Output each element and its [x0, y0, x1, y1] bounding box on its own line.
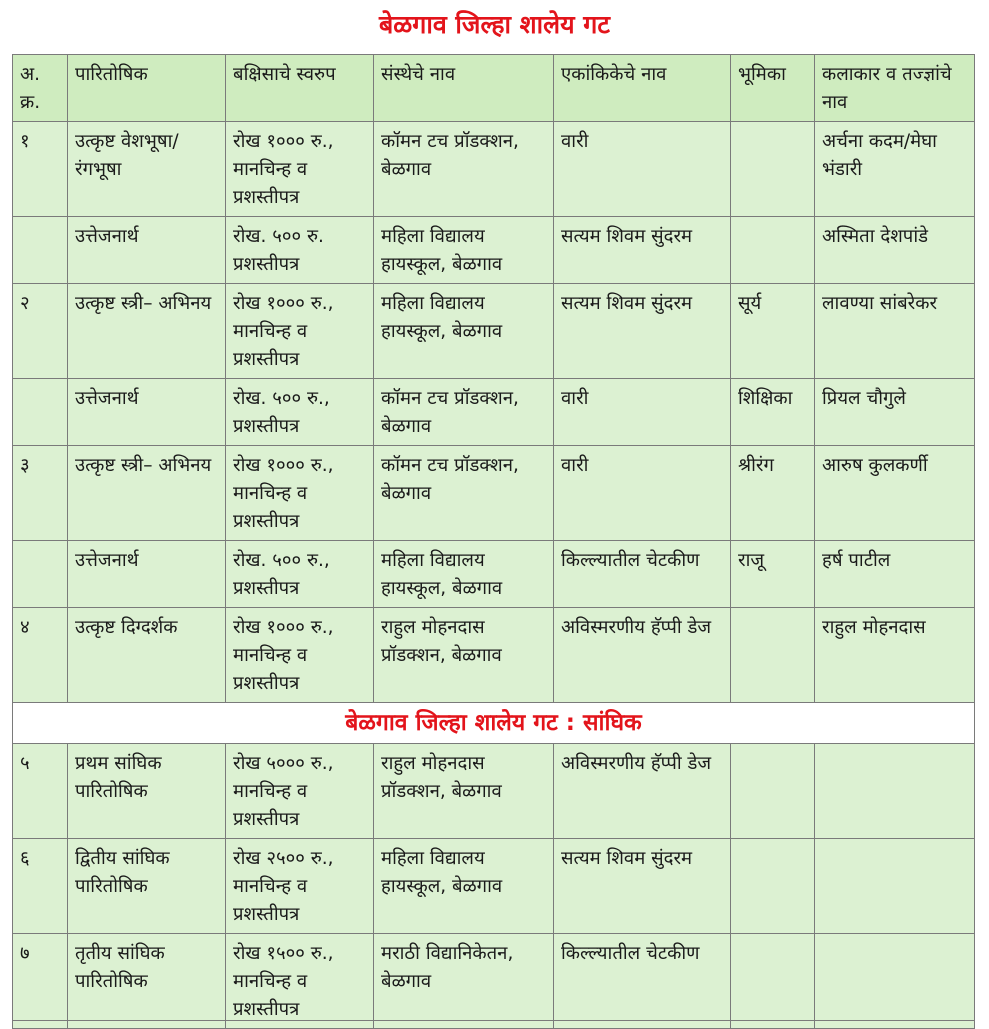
table-cell: आरुष कुलकर्णी [815, 446, 975, 541]
table-cell: किल्ल्यातील चेटकीण [554, 541, 731, 608]
table-cell: रोख १००० रु., मानचिन्ह व प्रशस्तीपत्र [226, 122, 374, 217]
awards-table [12, 54, 975, 1029]
header-cell: बक्षिसाचे स्वरुप [226, 55, 374, 122]
table-cell: रोख. ५०० रु. प्रशस्तीपत्र [226, 217, 374, 284]
table-cell: रोख २५०० रु., मानचिन्ह व प्रशस्तीपत्र [226, 839, 374, 934]
table-cell: रोख. ५०० रु., प्रशस्तीपत्र [226, 379, 374, 446]
table-cell [731, 934, 815, 1029]
table-cell: द्वितीय सांघिक पारितोषिक [68, 839, 226, 934]
table-cell: राजू [731, 541, 815, 608]
table-cell [731, 122, 815, 217]
table-cell: रोख १५०० रु., मानचिन्ह व प्रशस्तीपत्र [226, 934, 374, 1029]
table-row [13, 839, 975, 934]
table-cell: वारी [554, 446, 731, 541]
table-cell: रोख १००० रु., मानचिन्ह व प्रशस्तीपत्र [226, 608, 374, 703]
section-header-row [13, 703, 975, 744]
table-cell: रोख. ५०० रु., प्रशस्तीपत्र [226, 541, 374, 608]
table-cell: कॉमन टच प्रॉडक्शन, बेळगाव [374, 379, 554, 446]
table-cell: सत्यम शिवम सुंदरम [554, 839, 731, 934]
table-cell: उत्तेजनार्थ [68, 217, 226, 284]
header-cell: अ. क्र. [13, 55, 68, 122]
table-row [13, 934, 975, 1029]
table-cell [815, 744, 975, 839]
table-cell: उत्कृष्ट दिग्दर्शक [68, 608, 226, 703]
table-cell: कॉमन टच प्रॉडक्शन, बेळगाव [374, 446, 554, 541]
table-cell: ६ [13, 839, 68, 934]
table-cell [731, 744, 815, 839]
table-cell: सत्यम शिवम सुंदरम [554, 217, 731, 284]
table-cell: वारी [554, 122, 731, 217]
table-row [13, 122, 975, 217]
table-cell: रोख ५००० रु., मानचिन्ह व प्रशस्तीपत्र [226, 744, 374, 839]
table-cell: अविस्मरणीय हॅप्पी डेज [554, 744, 731, 839]
table-cell: उत्कृष्ट वेशभूषा/ रंगभूषा [68, 122, 226, 217]
table-cell: लावण्या सांबरेकर [815, 284, 975, 379]
table-cell [13, 379, 68, 446]
table-cell: प्रियल चौगुले [815, 379, 975, 446]
table-cell: प्रथम सांघिक पारितोषिक [68, 744, 226, 839]
table-cell [731, 608, 815, 703]
table-cell: महिला विद्यालय हायस्कूल, बेळगाव [374, 541, 554, 608]
table-cell: २ [13, 284, 68, 379]
table-cell: रोख १००० रु., मानचिन्ह व प्रशस्तीपत्र [226, 284, 374, 379]
header-cell: कलाकार व तज्ज्ञांचे नाव [815, 55, 975, 122]
table-cell: महिला विद्यालय हायस्कूल, बेळगाव [374, 284, 554, 379]
table-cell: राहुल मोहनदास [815, 608, 975, 703]
table-row [13, 217, 975, 284]
table-cell: उत्तेजनार्थ [68, 379, 226, 446]
table-cell: ५ [13, 744, 68, 839]
table-cell: अस्मिता देशपांडे [815, 217, 975, 284]
table-cell: उत्तेजनार्थ [68, 541, 226, 608]
table-cell: ७ [13, 934, 68, 1029]
table-cell: राहुल मोहनदास प्रॉडक्शन, बेळगाव [374, 744, 554, 839]
table-cell: उत्कृष्ट स्त्री– अभिनय [68, 446, 226, 541]
table-cell: महिला विद्यालय हायस्कूल, बेळगाव [374, 217, 554, 284]
table-cell: किल्ल्यातील चेटकीण [554, 934, 731, 1029]
table-cell: तृतीय सांघिक पारितोषिक [68, 934, 226, 1029]
table-row [13, 446, 975, 541]
table-cell: ४ [13, 608, 68, 703]
table-row [13, 744, 975, 839]
table-cell: सूर्य [731, 284, 815, 379]
table-cell: शिक्षिका [731, 379, 815, 446]
table-cell: ३ [13, 446, 68, 541]
table-cell [13, 217, 68, 284]
table-cell [731, 839, 815, 934]
table-header-row [13, 55, 975, 122]
table-cell: १ [13, 122, 68, 217]
table-cell: रोख १००० रु., मानचिन्ह व प्रशस्तीपत्र [226, 446, 374, 541]
table-cell: अविस्मरणीय हॅप्पी डेज [554, 608, 731, 703]
table-cell [13, 541, 68, 608]
table-cell: वारी [554, 379, 731, 446]
header-cell: पारितोषिक [68, 55, 226, 122]
table-cell [731, 217, 815, 284]
table-cell: राहुल मोहनदास प्रॉडक्शन, बेळगाव [374, 608, 554, 703]
header-cell: भूमिका [731, 55, 815, 122]
table-cell: मराठी विद्यानिकेतन, बेळगाव [374, 934, 554, 1029]
table-cell: सत्यम शिवम सुंदरम [554, 284, 731, 379]
table-bottom-border [12, 1020, 974, 1021]
table-cell: हर्ष पाटील [815, 541, 975, 608]
table-cell: उत्कृष्ट स्त्री– अभिनय [68, 284, 226, 379]
table-cell: अर्चना कदम/मेघा भंडारी [815, 122, 975, 217]
table-row [13, 608, 975, 703]
table-cell [815, 934, 975, 1029]
table-row [13, 284, 975, 379]
table-cell [815, 839, 975, 934]
table-cell: श्रीरंग [731, 446, 815, 541]
header-cell: संस्थेचे नाव [374, 55, 554, 122]
table-cell: महिला विद्यालय हायस्कूल, बेळगाव [374, 839, 554, 934]
table-row [13, 541, 975, 608]
header-cell: एकांकिकेचे नाव [554, 55, 731, 122]
page-title: बेळगाव जिल्हा शालेय गट [379, 10, 610, 39]
table-row [13, 379, 975, 446]
section-title: बेळगाव जिल्हा शालेय गट : सांघिक [13, 703, 975, 744]
table-cell: कॉमन टच प्रॉडक्शन, बेळगाव [374, 122, 554, 217]
